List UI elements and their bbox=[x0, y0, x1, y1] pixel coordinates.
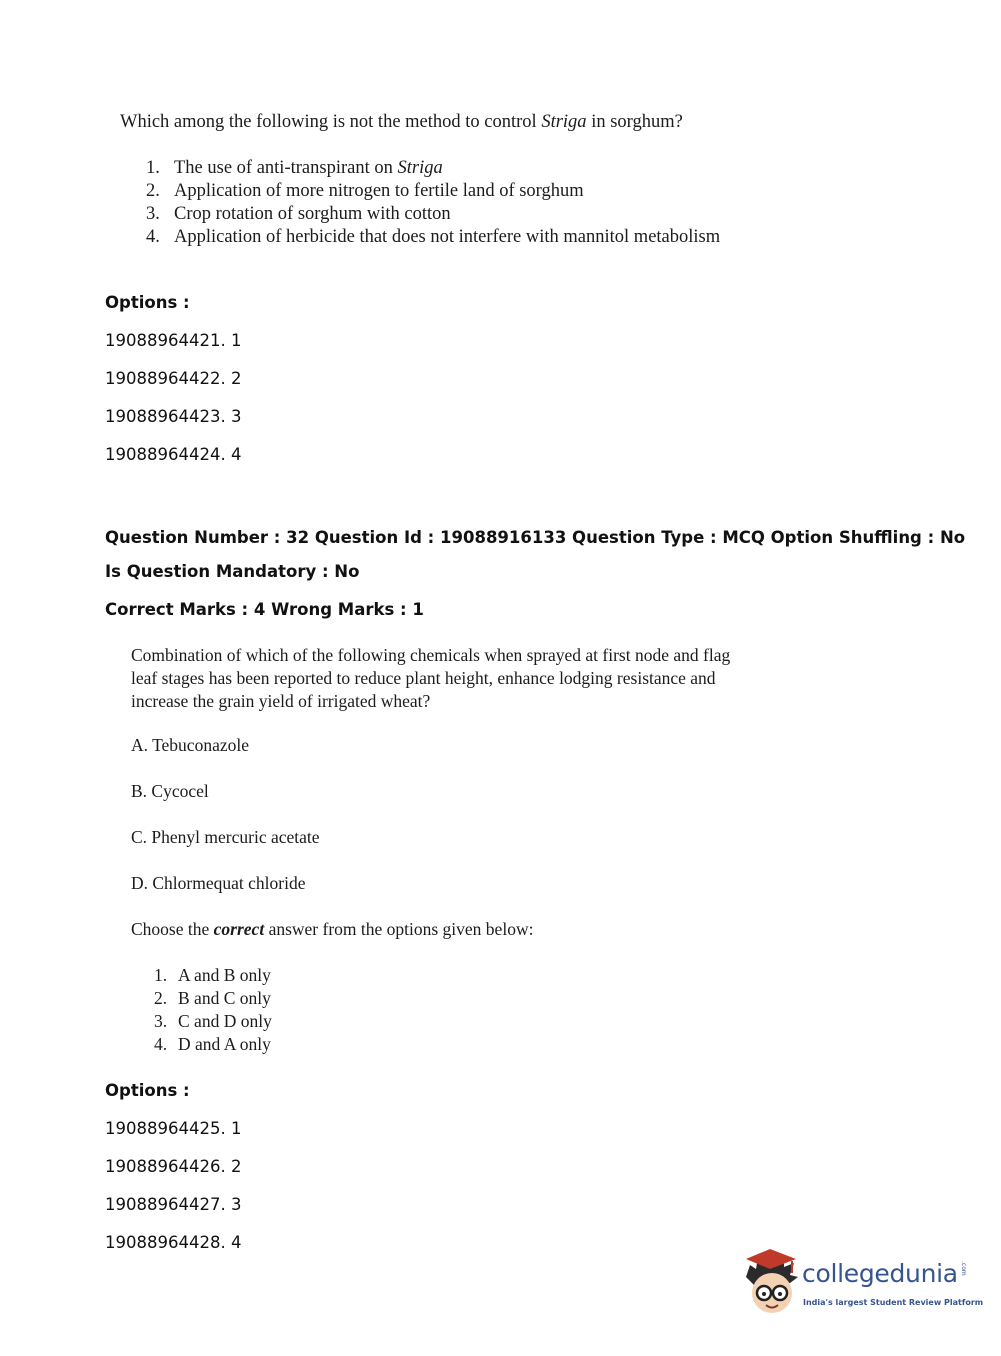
q32-choice: C. Phenyl mercuric acetate bbox=[131, 827, 320, 847]
logo-domain-suffix: .com bbox=[960, 1261, 967, 1276]
q31-statement: 2. Application of more nitrogen to fertile land of sorghum bbox=[146, 181, 584, 201]
q31-statement: 4. Application of herbicide that does not interfere with mannitol metabolism bbox=[146, 227, 721, 247]
q32-option: 19088964426. 2 bbox=[105, 1157, 242, 1176]
q32-choice: B. Cycocel bbox=[131, 781, 209, 801]
q32-option: 19088964425. 1 bbox=[105, 1119, 242, 1138]
q31-option: 19088964421. 1 bbox=[105, 331, 242, 350]
q32-answer-list bbox=[154, 964, 272, 1056]
q32-answer-item: 2. B and C only bbox=[154, 988, 271, 1008]
q31-option: 19088964423. 3 bbox=[105, 407, 242, 426]
logo-wordmark: collegedunia bbox=[802, 1259, 958, 1288]
q31-statement: 3. Crop rotation of sorghum with cotton bbox=[146, 204, 451, 224]
q31-options-heading: Options : bbox=[105, 293, 190, 312]
q32-option: 19088964427. 3 bbox=[105, 1195, 242, 1214]
q32-meta-line-2: Is Question Mandatory : No bbox=[105, 562, 360, 581]
q32-answer-item: 4. D and A only bbox=[154, 1034, 271, 1054]
collegedunia-logo bbox=[740, 1247, 984, 1323]
q32-answer-item: 3. C and D only bbox=[154, 1011, 272, 1031]
q32-question-text: Combination of which of the following chemicals when sprayed at first node and flag leaf stages has been reported to reduce plant height, enhance lodging resistance and increase the grain yield of irrigated wheat? bbox=[131, 645, 731, 711]
q32-meta-line-3: Correct Marks : 4 Wrong Marks : 1 bbox=[105, 600, 424, 619]
q32-choice: A. Tebuconazole bbox=[131, 735, 249, 755]
q31-option: 19088964424. 4 bbox=[105, 445, 242, 464]
q31-question-text: Which among the following is not the method to control Striga in sorghum? bbox=[120, 112, 683, 132]
q31-statement-list bbox=[146, 157, 720, 249]
logo-tagline: India's largest Student Review Platform bbox=[803, 1298, 984, 1307]
q31-option: 19088964422. 2 bbox=[105, 369, 242, 388]
q32-option: 19088964428. 4 bbox=[105, 1233, 242, 1252]
q32-meta-line-1: Question Number : 32 Question Id : 19088916133 Question Type : MCQ Option Shuffling : No bbox=[105, 528, 966, 547]
q31-statement: 1. The use of anti-transpirant on Striga bbox=[146, 158, 443, 178]
q32-answer-item: 1. A and B only bbox=[154, 965, 271, 985]
q32-instruction: Choose the correct answer from the options given below: bbox=[131, 919, 534, 939]
q32-options-heading: Options : bbox=[105, 1081, 190, 1100]
student-mascot-icon bbox=[740, 1247, 804, 1323]
q32-choice: D. Chlormequat chloride bbox=[131, 873, 306, 893]
